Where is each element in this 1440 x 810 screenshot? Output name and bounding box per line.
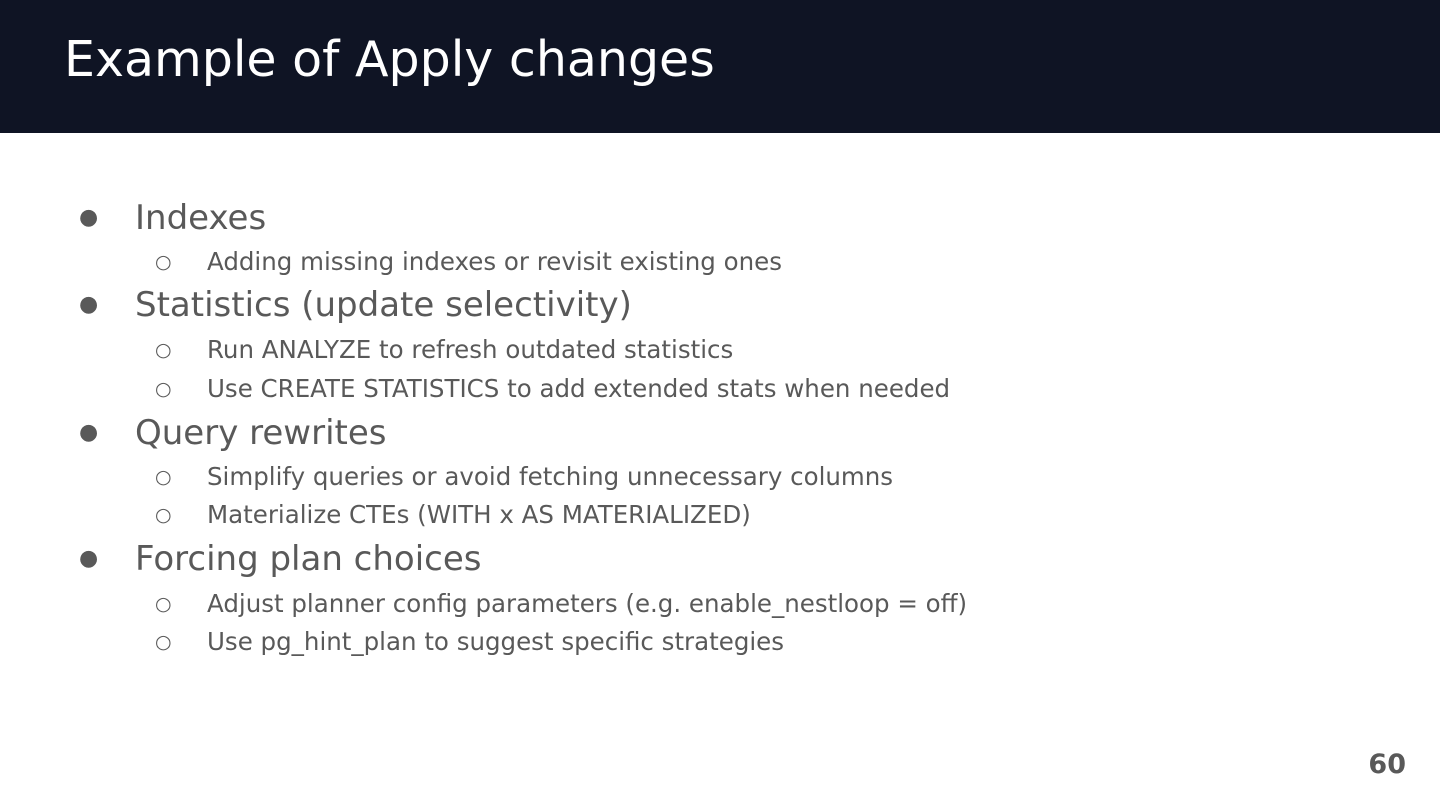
sub-list-item-label: Materialize CTEs (WITH x AS MATERIALIZED) [207, 500, 751, 529]
sub-bullet-icon: ○ [155, 593, 172, 615]
sub-list-item-label: Adjust planner config parameters (e.g. enable_nestloop = off) [207, 589, 968, 618]
list-item-label: Indexes [135, 198, 267, 238]
bullet-icon: ● [79, 205, 99, 230]
sub-bullet-icon: ○ [155, 631, 172, 653]
sub-list-item-label: Use pg_hint_plan to suggest specific strategies [207, 627, 785, 656]
list-item-label: Statistics (update selectivity) [135, 285, 632, 325]
sub-bullet-icon: ○ [155, 466, 172, 488]
bullet-icon: ● [79, 292, 99, 317]
bullet-icon: ● [79, 420, 99, 445]
sub-list-item-label: Run ANALYZE to refresh outdated statistics [207, 335, 734, 364]
sub-bullet-icon: ○ [155, 504, 172, 526]
sub-bullet-icon: ○ [155, 378, 172, 400]
list-item-label: Forcing plan choices [135, 539, 482, 579]
slide-title: Example of Apply changes [64, 31, 715, 88]
sub-bullet-icon: ○ [155, 339, 172, 361]
page-number: 60 [1368, 749, 1406, 780]
sub-bullet-icon: ○ [155, 251, 172, 273]
list-item-label: Query rewrites [135, 413, 387, 453]
sub-list-item-label: Use CREATE STATISTICS to add extended stats when needed [207, 374, 951, 403]
sub-list-item-label: Adding missing indexes or revisit existing ones [207, 247, 782, 276]
sub-list-item-label: Simplify queries or avoid fetching unnecessary columns [207, 462, 894, 491]
bullet-icon: ● [79, 546, 99, 571]
